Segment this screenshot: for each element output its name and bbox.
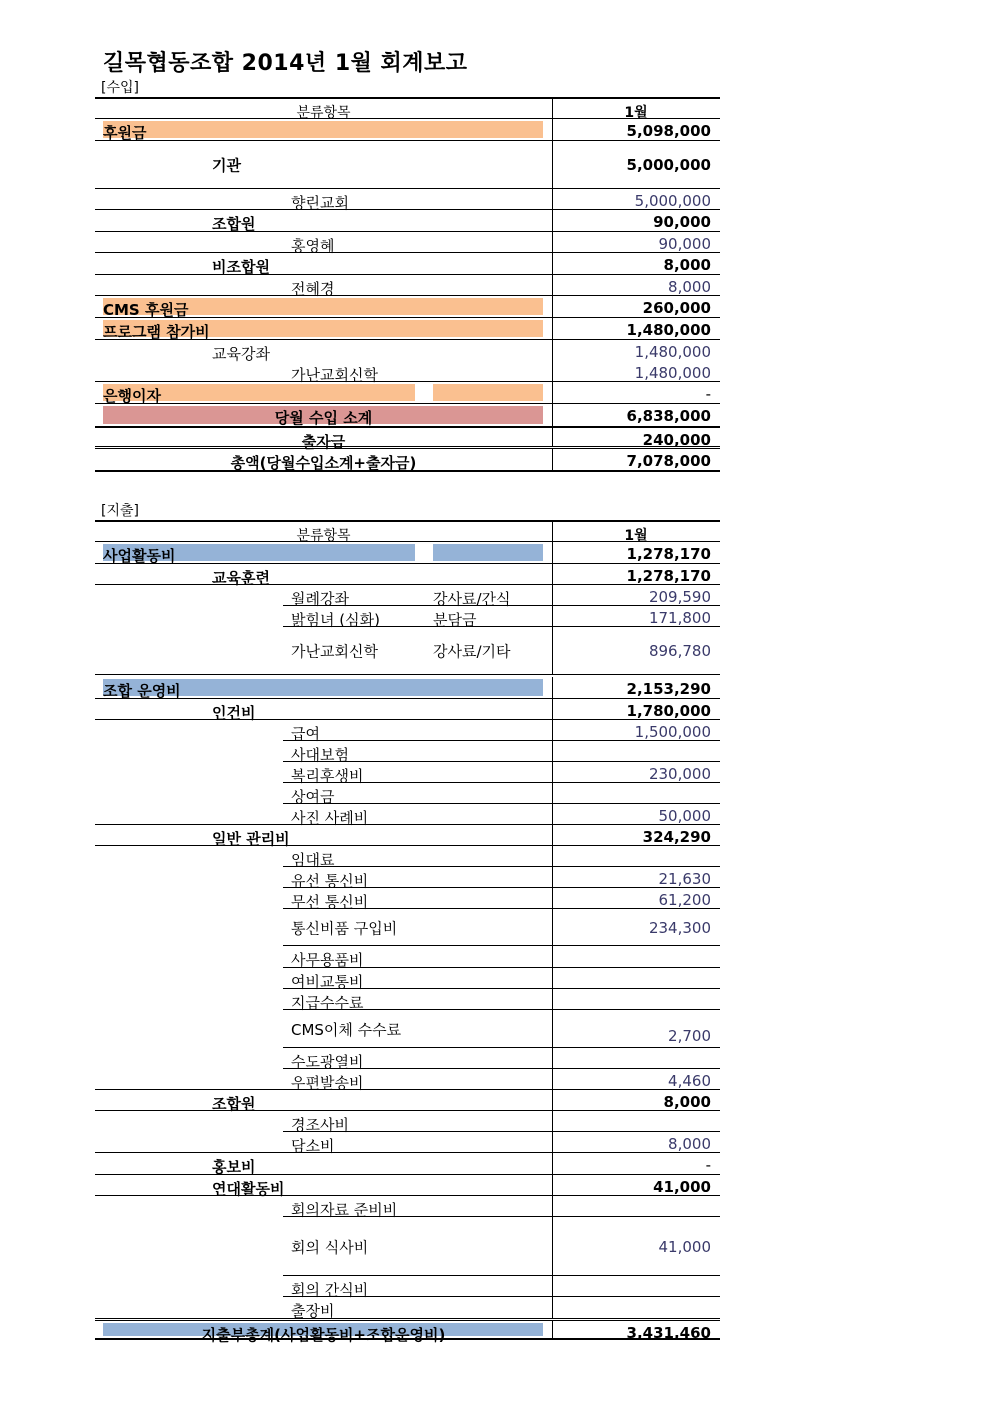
income-row-hong: 홍영혜 90,000 [95, 232, 720, 253]
expense-row-personnel: 인건비 1,780,000 [95, 699, 720, 720]
income-row-education: 교육강좌 1,480,000 [95, 340, 720, 361]
expense-row-utilities: 수도광열비 [95, 1048, 720, 1069]
income-row-member: 조합원 90,000 [95, 210, 720, 232]
expense-row-meeting-snack: 회의 간식비 [95, 1276, 720, 1297]
income-section-label: [수입] [101, 80, 139, 96]
expense-row-business: 사업활동비 1,278,170 [95, 542, 720, 564]
expense-row-photo: 사진 사례비 50,000 [95, 804, 720, 825]
expense-row-business-trip: 출장비 [95, 1297, 720, 1318]
income-row-donation: 후원금 5,098,000 [95, 119, 720, 141]
expense-row-rent: 임대료 [95, 846, 720, 867]
income-row-nonmember: 비조합원 8,000 [95, 253, 720, 275]
expense-row-office-supplies: 사무용품비 [95, 946, 720, 968]
income-row-interest: 은행이자 - [95, 382, 720, 404]
expense-row-cms-fee: CMS이체 수수료 2,700 [95, 1010, 720, 1048]
expense-row-postage: 우편발송비 4,460 [95, 1069, 720, 1090]
expense-row-pr: 홍보비 - [95, 1153, 720, 1175]
expense-row-telecom-equipment: 통신비품 구입비 234,300 [95, 909, 720, 946]
expense-header-row [95, 520, 720, 542]
expense-row-wireless: 무선 통신비 61,200 [95, 888, 720, 909]
income-row-jeon: 전혜경 8,000 [95, 275, 720, 296]
income-row-institution: 기관 5,000,000 [95, 141, 720, 189]
expense-row-operation: 조합 운영비 2,153,290 [95, 677, 720, 699]
expense-row-bonus: 상여금 [95, 783, 720, 804]
expense-header-month: 1월 [624, 528, 648, 544]
income-table [95, 97, 720, 472]
expense-row-insurance: 사대보험 [95, 741, 720, 762]
expense-row-meeting-meal: 회의 식사비 41,000 [95, 1217, 720, 1276]
expense-row-theology: 가난교회신학 강사료/기타 896,780 [95, 627, 720, 675]
expense-row-total: 지출부총계(사업활동비+조합운영비) 3,431,460 [95, 1318, 720, 1340]
expense-section-label: [지출] [101, 503, 139, 519]
income-row-theology: 가난교회신학 1,480,000 [95, 361, 720, 382]
expense-row-welfare: 복리후생비 230,000 [95, 762, 720, 783]
income-row-subtotal: 당월 수입 소계 6,838,000 [95, 404, 720, 426]
income-row-program: 프로그램 참가비 1,480,000 [95, 318, 720, 340]
report-title: 길목협동조합 2014년 1월 회계보고 [103, 51, 468, 76]
expense-row-damso: 담소비 8,000 [95, 1132, 720, 1153]
expense-row-fees: 지급수수료 [95, 989, 720, 1010]
income-row-total: 총액(당월수입소계+출자금) 7,078,000 [95, 449, 720, 472]
expense-table [95, 520, 720, 1344]
income-header-month: 1월 [624, 105, 648, 121]
expense-row-solidarity: 연대활동비 41,000 [95, 1175, 720, 1196]
expense-row-general-admin: 일반 관리비 324,290 [95, 825, 720, 846]
expense-row-balkim: 밝힘녀 (심화) 분담금 171,800 [95, 606, 720, 627]
expense-row-meeting-materials: 회의자료 준비비 [95, 1196, 720, 1217]
income-header-row [95, 97, 720, 119]
expense-row-monthly-lecture: 월례강좌 강사료/간식 209,590 [95, 585, 720, 606]
income-row-hyangrin: 향린교회 5,000,000 [95, 189, 720, 210]
expense-row-travel: 여비교통비 [95, 968, 720, 989]
expense-row-wired: 유선 통신비 21,630 [95, 867, 720, 888]
income-row-capital: 출자금 240,000 [95, 426, 720, 449]
expense-row-training: 교육훈련 1,278,170 [95, 564, 720, 585]
expense-header-category: 분류항목 [296, 528, 351, 544]
expense-row-member: 조합원 8,000 [95, 1090, 720, 1111]
income-row-cms: CMS 후원금 260,000 [95, 296, 720, 318]
expense-row-salary: 급여 1,500,000 [95, 720, 720, 741]
income-header-category: 분류항목 [296, 105, 351, 121]
expense-row-condolence: 경조사비 [95, 1111, 720, 1132]
